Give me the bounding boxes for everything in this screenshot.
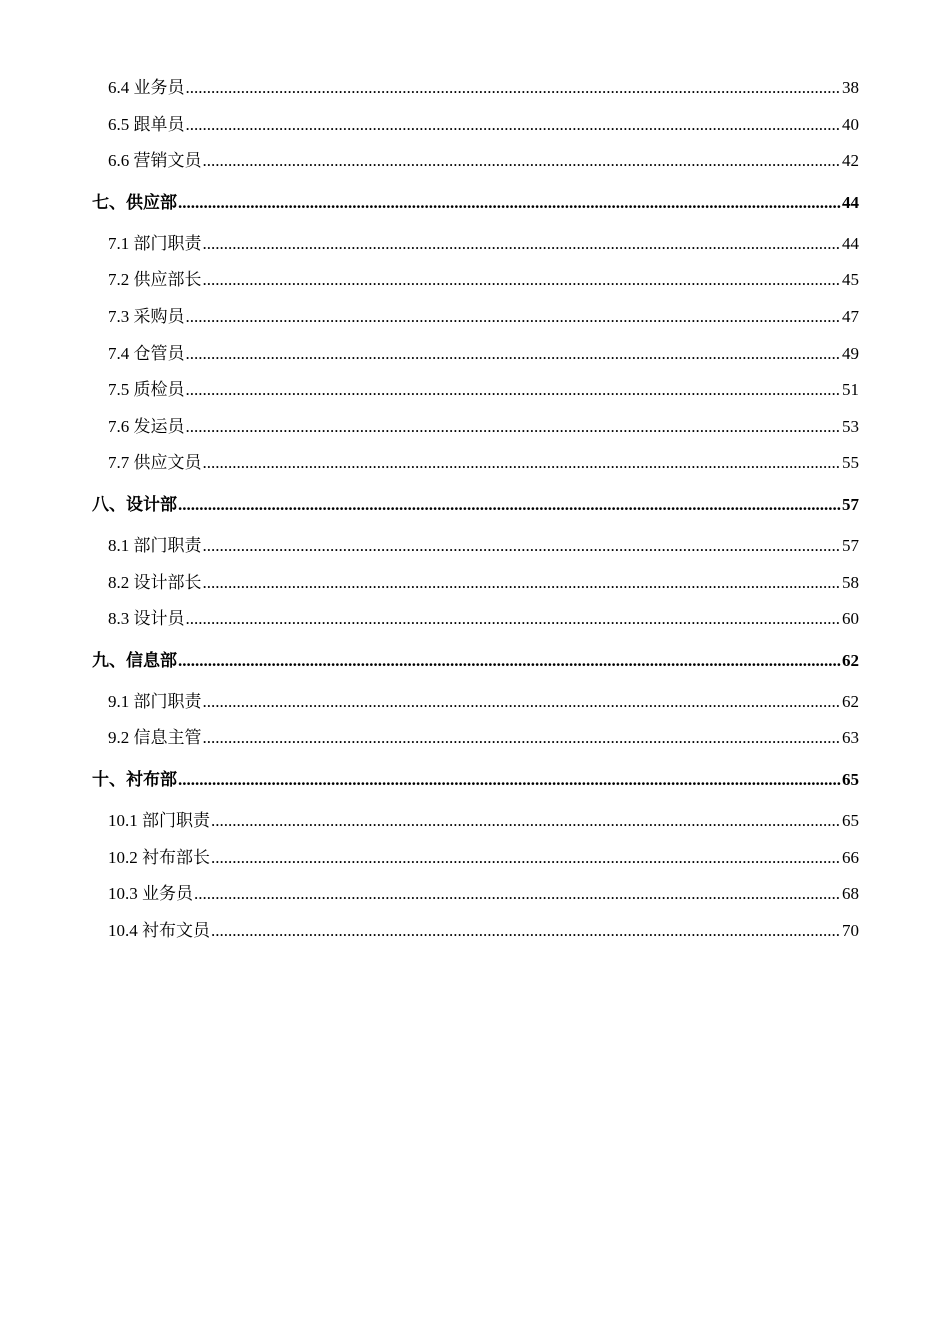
toc-entry-7-6[interactable] xyxy=(92,409,859,446)
toc-dot-leader xyxy=(203,445,842,482)
toc-entry-7-7[interactable] xyxy=(92,445,859,482)
toc-page-number: 49 xyxy=(842,343,859,363)
toc-dot-leader xyxy=(211,913,841,950)
toc-entry-7-5[interactable] xyxy=(92,372,859,409)
toc-page-number: 57 xyxy=(842,535,859,555)
toc-page-number: 57 xyxy=(842,494,859,514)
toc-page-number: 70 xyxy=(842,920,859,940)
toc-chapter-9[interactable] xyxy=(92,638,859,684)
table-of-contents xyxy=(92,70,859,949)
toc-page-number: 68 xyxy=(842,884,859,904)
toc-page-number: 62 xyxy=(842,691,859,711)
toc-page-number: 42 xyxy=(842,151,859,171)
toc-page-number: 51 xyxy=(842,380,859,400)
toc-dot-leader xyxy=(178,638,841,684)
toc-dot-leader xyxy=(194,876,841,913)
toc-entry-8-2[interactable] xyxy=(92,565,859,602)
toc-page-number: 55 xyxy=(842,453,859,473)
toc-entry-label: 10.4 衬布文员 xyxy=(108,920,210,940)
toc-dot-leader xyxy=(186,336,842,373)
toc-entry-label: 9.1 部门职责 xyxy=(108,691,202,711)
toc-entry-label: 6.5 跟单员 xyxy=(108,114,185,134)
toc-page-number: 65 xyxy=(842,810,859,830)
toc-entry-label: 八、设计部 xyxy=(92,494,177,514)
toc-entry-label: 10.2 衬布部长 xyxy=(108,847,210,867)
toc-chapter-8[interactable] xyxy=(92,482,859,528)
toc-dot-leader xyxy=(203,565,842,602)
toc-page-number: 53 xyxy=(842,416,859,436)
toc-page-number: 44 xyxy=(842,192,859,212)
toc-chapter-10[interactable] xyxy=(92,757,859,803)
toc-entry-8-1[interactable] xyxy=(92,528,859,565)
toc-dot-leader xyxy=(178,757,841,803)
toc-dot-leader xyxy=(186,372,842,409)
toc-entry-7-4[interactable] xyxy=(92,336,859,373)
toc-dot-leader xyxy=(186,409,842,446)
toc-dot-leader xyxy=(186,107,842,144)
toc-entry-label: 九、信息部 xyxy=(92,650,177,670)
toc-page-number: 66 xyxy=(842,847,859,867)
toc-dot-leader xyxy=(203,262,842,299)
toc-dot-leader xyxy=(211,840,841,877)
toc-entry-label: 7.1 部门职责 xyxy=(108,233,202,253)
toc-entry-6-6[interactable] xyxy=(92,143,859,180)
toc-entry-label: 7.3 采购员 xyxy=(108,306,185,326)
toc-entry-label: 6.4 业务员 xyxy=(108,78,185,97)
toc-entry-label: 10.1 部门职责 xyxy=(108,810,210,830)
toc-entry-label: 十、衬布部 xyxy=(92,769,177,789)
toc-dot-leader xyxy=(203,684,842,721)
toc-entry-10-1[interactable] xyxy=(92,803,859,840)
toc-entry-label: 7.5 质检员 xyxy=(108,380,185,400)
toc-page-number: 40 xyxy=(842,114,859,134)
toc-entry-label: 9.2 信息主管 xyxy=(108,728,202,748)
toc-dot-leader xyxy=(203,143,842,180)
toc-entry-label: 8.3 设计员 xyxy=(108,609,185,629)
toc-dot-leader xyxy=(211,803,841,840)
toc-dot-leader xyxy=(203,226,842,263)
toc-entry-label: 7.6 发运员 xyxy=(108,416,185,436)
toc-entry-label: 七、供应部 xyxy=(92,192,177,212)
toc-entry-7-1[interactable] xyxy=(92,226,859,263)
toc-page-number: 58 xyxy=(842,572,859,592)
toc-entry-label: 7.2 供应部长 xyxy=(108,270,202,290)
toc-page-number: 65 xyxy=(842,769,859,789)
toc-dot-leader xyxy=(186,299,842,336)
toc-page-number: 62 xyxy=(842,650,859,670)
toc-dot-leader xyxy=(178,482,841,528)
toc-entry-10-4[interactable] xyxy=(92,913,859,950)
toc-dot-leader xyxy=(186,601,842,638)
toc-entry-label: 7.7 供应文员 xyxy=(108,453,202,473)
toc-dot-leader xyxy=(186,70,842,107)
toc-entry-label: 6.6 营销文员 xyxy=(108,151,202,171)
toc-entry-10-2[interactable] xyxy=(92,840,859,877)
toc-page-number: 44 xyxy=(842,233,859,253)
toc-dot-leader xyxy=(203,528,842,565)
toc-entry-7-3[interactable] xyxy=(92,299,859,336)
toc-entry-10-3[interactable] xyxy=(92,876,859,913)
toc-dot-leader xyxy=(203,720,842,757)
toc-page-number: 63 xyxy=(842,728,859,748)
toc-entry-label: 10.3 业务员 xyxy=(108,884,193,904)
toc-entry-6-5[interactable] xyxy=(92,107,859,144)
toc-entry-9-2[interactable] xyxy=(92,720,859,757)
toc-entry-label: 7.4 仓管员 xyxy=(108,343,185,363)
toc-chapter-7[interactable] xyxy=(92,180,859,226)
toc-dot-leader xyxy=(178,180,841,226)
toc-page-number: 45 xyxy=(842,270,859,290)
toc-page-number: 38 xyxy=(842,78,859,97)
toc-entry-label: 8.1 部门职责 xyxy=(108,535,202,555)
toc-page-number: 47 xyxy=(842,306,859,326)
toc-page-number: 60 xyxy=(842,609,859,629)
toc-entry-7-2[interactable] xyxy=(92,262,859,299)
toc-entry-label: 8.2 设计部长 xyxy=(108,572,202,592)
toc-entry-9-1[interactable] xyxy=(92,684,859,721)
toc-entry-8-3[interactable] xyxy=(92,601,859,638)
toc-entry-6-4[interactable] xyxy=(92,70,859,107)
